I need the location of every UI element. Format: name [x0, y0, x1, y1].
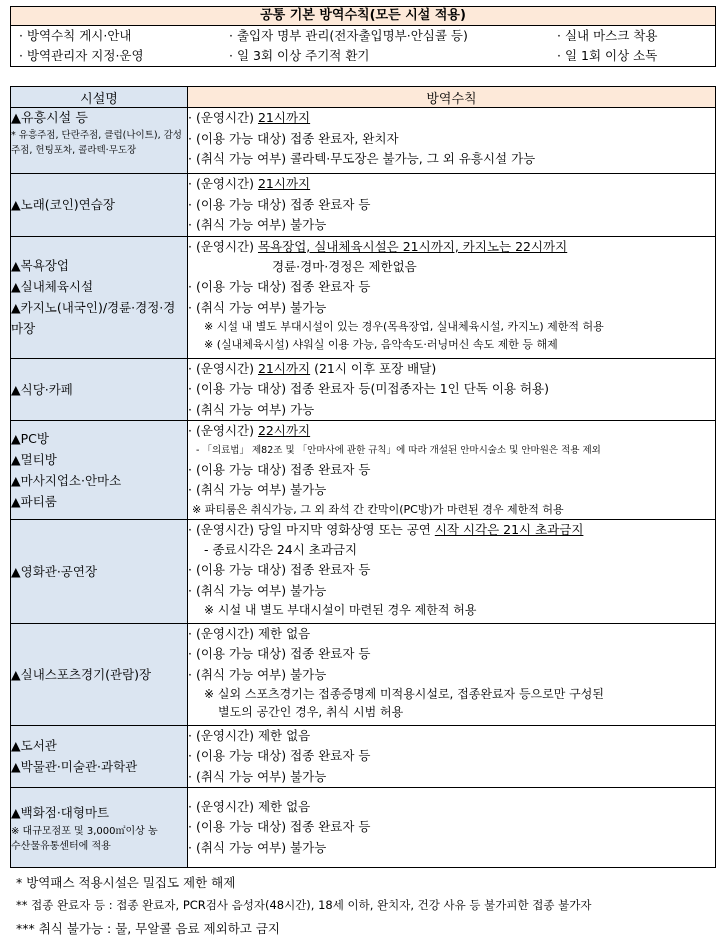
rule-hours-cont: - 종료시각은 24시 초과금지 — [204, 542, 358, 557]
facility-name: ▲도서관 — [11, 738, 57, 754]
rules-cell — [188, 725, 716, 788]
rule-line: · (취식 가능 여부) 불가능 — [188, 582, 327, 598]
rule-line: · (이용 가능 대상) 접종 완료자 등 — [188, 562, 371, 577]
rule-hours: · (운영시간) 22시까지 — [188, 423, 311, 438]
common-rule-item: · 일 3회 이상 주기적 환기 — [229, 48, 370, 63]
rule-line: · (이용 가능 대상) 접종 완료자 등(미접종자는 1인 단독 이용 허용) — [188, 381, 549, 396]
rules-cell — [188, 788, 716, 868]
common-rule-item: · 일 1회 이상 소독 — [557, 48, 658, 63]
rule-hours: · (운영시간) 제한 없음 — [188, 727, 311, 743]
rule-note: ※ 실외 스포츠경기는 접종증명제 미적용시설로, 접종완료자 등으로만 구성된 — [204, 687, 604, 701]
rule-line: · (취식 가능 여부) 콜라텍·무도장은 불가능, 그 외 유흥시설 가능 — [188, 151, 536, 166]
facility-note: * 유흥주점, 단란주점, 클럽(나이트), 감성주점, 헌팅포차, 콜라텍·무도장 — [11, 130, 182, 156]
facility-name: ▲박물관·미술관·과학관 — [11, 759, 138, 775]
common-rule-item: · 실내 마스크 착용 — [557, 28, 658, 43]
facility-name: ▲영화관·공연장 — [11, 563, 98, 579]
facility-cell — [11, 108, 188, 174]
header-facility: 시설명 — [11, 87, 188, 108]
common-rule-item: · 출입자 명부 관리(전자출입명부·안심콜 등) — [229, 28, 468, 43]
rule-hours: · (운영시간) 제한 없음 — [188, 798, 311, 814]
rules-cell — [188, 623, 716, 725]
facility-name: ▲목욕장업 — [11, 258, 69, 273]
facility-cell — [11, 236, 188, 358]
common-rule-item: · 방역관리자 지정·운영 — [19, 48, 144, 63]
rule-hours: · (운영시간) 당일 마지막 영화상영 또는 공연 시작 시각은 21시 초과금지 — [188, 521, 584, 537]
rules-cell — [188, 108, 716, 174]
facility-cell — [11, 725, 188, 788]
facility-name: ▲멀티방 — [11, 451, 57, 467]
rule-note: 별도의 공간인 경우, 취식 시범 허용 — [218, 705, 404, 719]
table-row — [11, 788, 716, 868]
rule-line: · (이용 가능 대상) 접종 완료자, 완치자 — [188, 130, 399, 146]
rules-cell — [188, 236, 716, 358]
common-rules-title: 공통 기본 방역수칙(모든 시설 적용) — [11, 7, 715, 26]
facility-name: ▲마사지업소·안마소 — [11, 472, 122, 488]
rules-cell — [188, 358, 716, 421]
rule-hours: · (운영시간) 제한 없음 — [188, 625, 311, 641]
table-row — [11, 236, 716, 358]
rule-line: · (취식 가능 여부) 가능 — [188, 401, 315, 417]
rule-note: ※ 파티룸은 취식가능, 그 외 좌석 간 칸막이(PC방)가 마련된 경우 제한적 허용 — [192, 502, 564, 516]
rule-line: · (취식 가능 여부) 불가능 — [188, 768, 327, 784]
common-rules-list — [11, 26, 715, 66]
table-row — [11, 519, 716, 623]
facility-cell — [11, 788, 188, 868]
table-row — [11, 174, 716, 237]
facility-cell — [11, 358, 188, 421]
rule-line: · (이용 가능 대상) 접종 완료자 등 — [188, 196, 371, 212]
footnote: ** 접종 완료자 등 : 접종 완료자, PCR검사 음성자(48시간), 18세 이하, 완치자, 건강 사유 등 불가피한 접종 불가자 — [16, 898, 592, 912]
rules-cell — [188, 174, 716, 237]
rule-line: · (취식 가능 여부) 불가능 — [188, 666, 327, 682]
facility-note: ※ 대규모점포 및 3,000㎡이상 농수산물유통센터에 적용 — [11, 825, 158, 852]
rule-hours: · (운영시간) 목욕장업, 실내체육시설은 21시까지, 카지노는 22시까지 — [188, 238, 568, 254]
facility-name: ▲백화점·대형마트 — [11, 804, 110, 820]
facility-cell — [11, 623, 188, 725]
table-row — [11, 108, 716, 174]
rule-line: · (이용 가능 대상) 접종 완료자 등 — [188, 461, 371, 477]
table-row — [11, 623, 716, 725]
rule-note: ※ 시설 내 별도 부대시설이 있는 경우(목욕장업, 실내체육시설, 카지노) 제한적 허용 — [204, 320, 604, 333]
facility-name: ▲카지노(내국인)/경륜·경정·경마장 — [11, 300, 176, 336]
facility-name: ▲실내체육시설 — [11, 279, 94, 294]
rule-line: · (이용 가능 대상) 접종 완료자 등 — [188, 646, 371, 661]
table-row — [11, 421, 716, 520]
table-row — [11, 358, 716, 421]
header-rules: 방역수칙 — [188, 87, 716, 108]
rule-hours: · (운영시간) 21시까지 — [188, 110, 311, 125]
rule-note: ※ 시설 내 별도 부대시설이 마련된 경우 제한적 허용 — [204, 603, 477, 617]
rule-line: · (이용 가능 대상) 접종 완료자 등 — [188, 748, 371, 763]
rule-line: · (취식 가능 여부) 불가능 — [188, 839, 327, 855]
facility-cell — [11, 519, 188, 623]
facility-cell — [11, 174, 188, 237]
rule-line: · (취식 가능 여부) 불가능 — [188, 217, 327, 232]
rule-line: · (이용 가능 대상) 접종 완료자 등 — [188, 819, 371, 835]
footnote: *** 취식 불가능 : 물, 무알콜 음료 제외하고 금지 — [16, 921, 280, 936]
footnote: * 방역패스 적용시설은 밀집도 제한 해제 — [16, 875, 236, 890]
table-row — [11, 725, 716, 788]
facility-name: ▲파티룸 — [11, 493, 57, 509]
facility-name: ▲노래(코인)연습장 — [11, 197, 115, 213]
common-rules-box — [10, 6, 716, 67]
rule-line: · (취식 가능 여부) 불가능 — [188, 299, 327, 315]
rules-cell — [188, 421, 716, 520]
rule-hours: · (운영시간) 21시까지 (21시 이후 포장 배달) — [188, 360, 437, 376]
facility-rules-table — [10, 86, 716, 868]
footnotes — [16, 871, 591, 940]
rule-subnote: - 「의료법」 제82조 및 「안마사에 관한 규칙」에 따라 개설된 안마시술소 및 안마원은 적용 제외 — [196, 444, 601, 456]
facility-name: ▲유흥시설 등 — [11, 111, 88, 126]
table-header-row — [11, 87, 716, 108]
common-rule-item: · 방역수칙 게시·안내 — [19, 28, 132, 43]
rule-hours: · (운영시간) 21시까지 — [188, 176, 311, 191]
facility-name: ▲PC방 — [11, 430, 49, 446]
facility-name: ▲실내스포츠경기(관람)장 — [11, 666, 152, 682]
facility-cell — [11, 421, 188, 520]
rule-hours-cont: 경륜·경마·경정은 제한없음 — [272, 259, 417, 274]
rules-cell — [188, 519, 716, 623]
rule-line: · (취식 가능 여부) 불가능 — [188, 482, 327, 497]
facility-name: ▲식당·카페 — [11, 381, 73, 397]
rule-line: · (이용 가능 대상) 접종 완료자 등 — [188, 279, 371, 294]
rule-note: ※ (실내체육시설) 샤워실 이용 가능, 음악속도·러닝머신 속도 제한 등 해제 — [204, 338, 558, 351]
